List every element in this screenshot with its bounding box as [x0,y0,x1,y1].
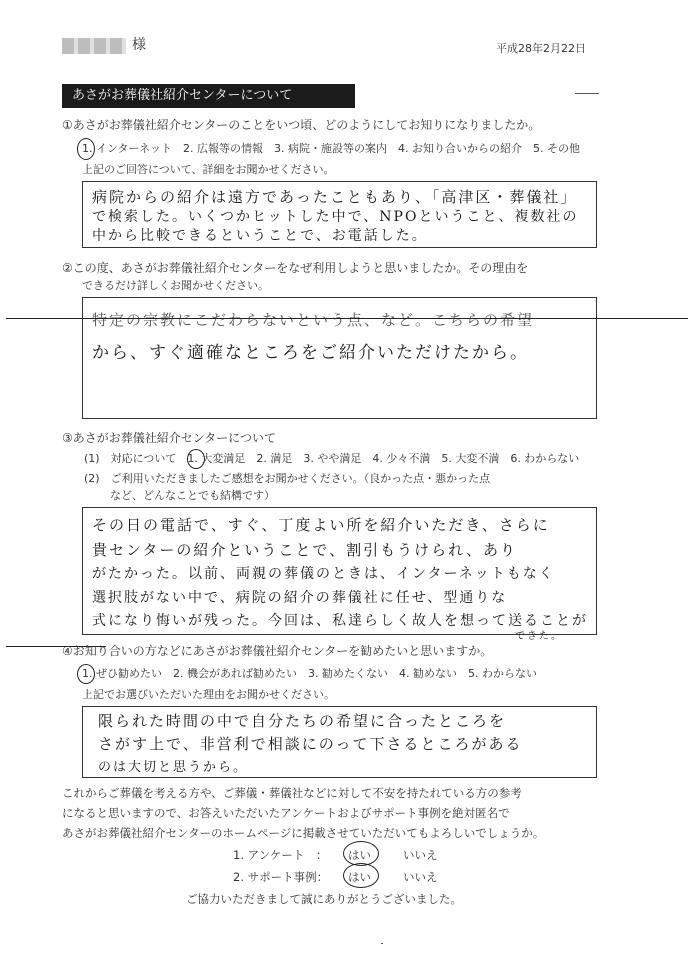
q4-answer-line-2: さがす上で、非営利で相談にのって下さるところがある [98,735,523,753]
consent-item-1-label: 1. アンケート ： [233,848,328,862]
consent-item-2-label: 2. サポート事例： [233,870,329,884]
q1-answer-line-1: 病院からの紹介は遠方であったこともあり、「高津区・葬儀社」 [92,188,578,206]
form-date: 平成28年2月22日 [496,42,586,55]
consent-line-3: あさがお葬儀社紹介センターのホームページに掲載させていただいてもよろしいでしょうか。 [62,826,545,840]
q2-question-line-1: ②この度、あさがお葬儀社紹介センターをなぜ利用しようと思いましたか。その理由を [62,261,529,275]
q3-answer-line-5: 式になり悔いが残った。今回は、私達らしく故人を想って送ることが [92,613,588,629]
recipient-honorific: 様 [132,37,146,53]
q4-options: 1. ぜひ勧めたい 2. 機会があれば勧めたい 3. 勧めたくない 4. 勧めない 5. わからない [82,667,537,680]
consent-item-2-no: いいえ [403,870,438,884]
q3-sub1: (1) 対応について 1. 大変満足 2. 満足 3. やや満足 4. 少々不満 5. 大変不満 6. わからない [84,452,580,465]
consent-item-2-yes: はい [348,870,371,884]
q3-answer-line-1: その日の電話で、すぐ、丁度よい所を紹介いただき、さらに [92,516,550,534]
q2-answer-line: から、すぐ適確なところをご紹介いただけたから。 [92,343,529,363]
q3-answer-line-3: がたかった。以前、両親の葬儀のときは、インターネットもなく [92,566,555,582]
q3-question: ③あさがお葬儀社紹介センターについて [62,431,277,445]
q2-struck-text: 特定の宗教にこだわらないという点、など。こちらの希望 [92,311,535,329]
q1-followup: 上記のご回答について、詳細をお聞かせください。 [82,163,335,176]
closing-thanks: ご協力いただきまして誠にありがとうございました。 [186,892,462,906]
q3-sub2-line-2: など、どんなことでも結構です） [110,489,275,502]
q3-sub2-line-1: (2) ご利用いただきましたご感想をお聞かせください。（良かった点・悪かった点 [84,472,491,485]
q1-question: ①あさがお葬儀社紹介センターのことをいつ頃、どのようにしてお知りになりましたか。 [62,118,541,132]
page-dot [381,943,383,944]
strike-through-line [6,318,688,319]
q2-question-line-2: できるだけ詳しくお聞かせください。 [82,279,269,292]
corner-mark [575,93,599,94]
consent-item-1-no: いいえ [403,848,438,862]
q4-answer-line-3: のは大切と思うから。 [98,760,249,775]
q1-answer-line-2: で検索した。いくつかヒットした中で、NPOということ、複数社の [92,209,579,225]
consent-line-2: になると思いますので、お答えいただいたアンケートおよびサポート事例を絶対匿名で [62,806,510,820]
q4-answer-line-1: 限られた時間の中で自分たちの希望に合ったところを [98,712,507,730]
q4-followup: 上記でお選びいただいた理由をお聞かせください。 [82,688,335,701]
q4-question: ④お知り合いの方などにあさがお葬儀社紹介センターを勧めたいと思いますか。 [62,644,493,658]
q3-answer-line-4: 選択肢がない中で、病院の紹介の葬儀社に任せ、型通りな [92,590,508,606]
q3-answer-overflow: できた。 [515,631,563,642]
q3-answer-line-2: 貴センターの紹介ということで、割引もうけられ、あり [92,541,518,559]
q1-answer-line-3: 中から比較できるということで、お電話した。 [92,228,428,244]
redacted-recipient-name [62,38,126,54]
section-title-bar: あさがお葬儀社紹介センターについて [62,84,355,108]
q1-options: 1. インターネット 2. 広報等の情報 3. 病院・施設等の案内 4. お知り合いからの紹介 5. その他 [82,142,580,155]
consent-item-1-yes: はい [348,848,371,862]
consent-line-1: これからご葬儀を考える方や、ご葬儀・葬儀社などに対して不安を持たれている方の参考 [62,786,522,800]
